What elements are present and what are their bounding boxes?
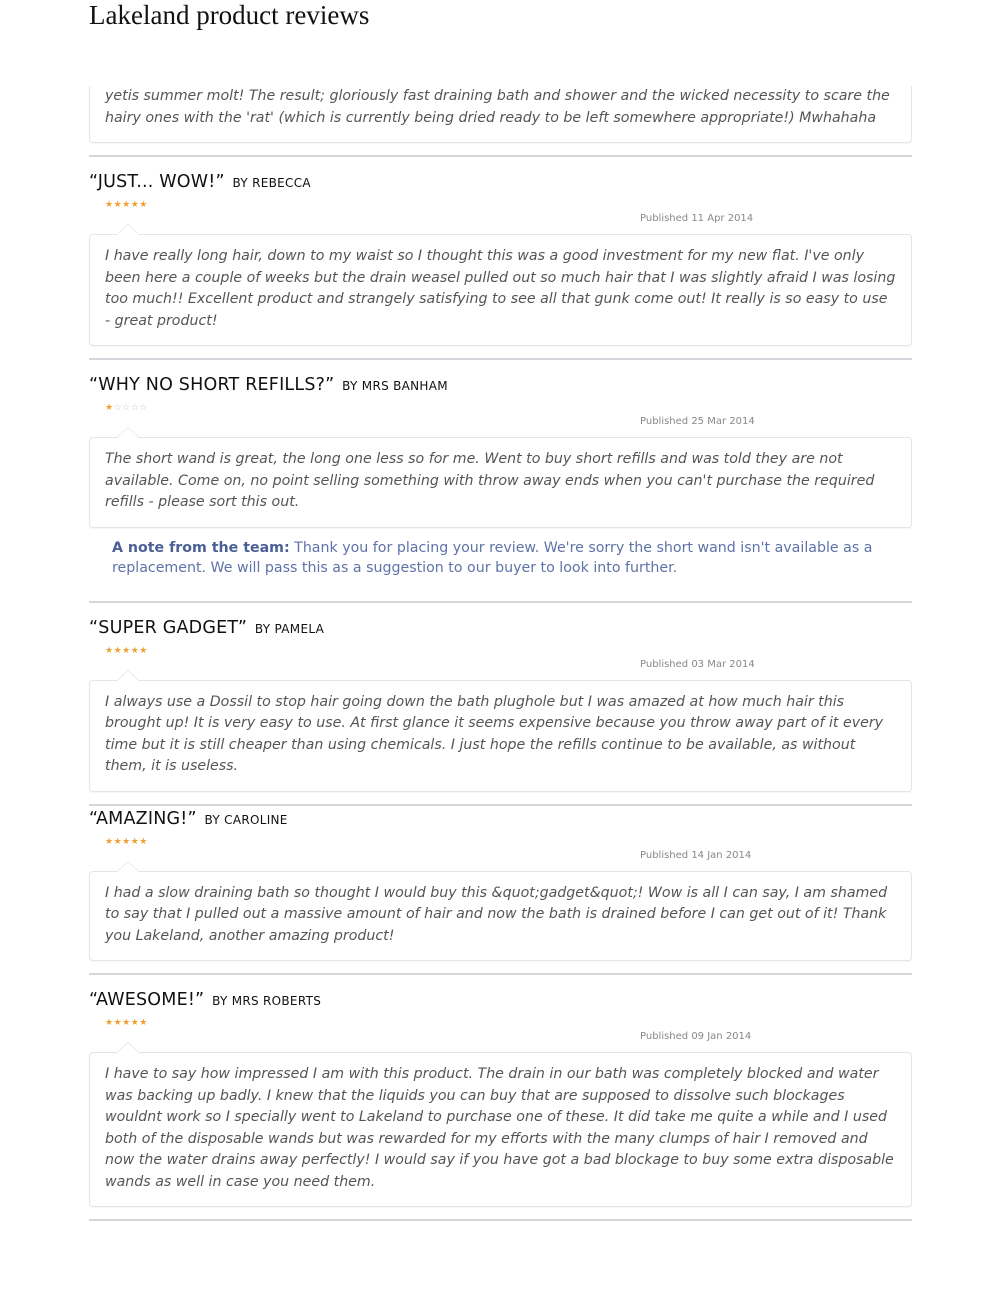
review-text: I had a slow draining bath so thought I would buy this &quot;gadget&quot;! Wow is all I can say, I am shamed to say that I pulled out a massive amount of hair and now the bath is drained before I can get out of it! Thank you Lakeland, another amazing product! — [89, 871, 912, 962]
review-author: BY REBECCA — [232, 176, 311, 190]
page-title: Lakeland product reviews — [89, 0, 370, 30]
review-text: I have to say how impressed I am with this product. The drain in our bath was completely blocked and water was backing up badly. I knew that the liquids you can buy that are supposed to dissolve such blockages wouldnt work so I specially went to Lakeland to purchase one of these. It did take me quite a while and I used both of the disposable wands but was rewarded for my efforts with the many clumps of hair I removed and now the water drains away perfectly! I would say if you have got a bad blockage to buy some extra disposable wands as well in case you need them. — [89, 1052, 912, 1207]
star-icon: ★★★★★ — [105, 836, 148, 847]
published-date: Published 09 Jan 2014 — [640, 1031, 752, 1042]
star-rating — [105, 837, 148, 847]
speech-notch — [116, 861, 140, 872]
review-meta — [89, 831, 912, 871]
star-rating — [105, 646, 148, 656]
divider — [89, 155, 912, 157]
review-author: BY MRS ROBERTS — [212, 994, 322, 1008]
review-item — [89, 989, 912, 1221]
divider — [89, 804, 912, 806]
review-title: “JUST... WOW!” — [89, 172, 225, 192]
review-item — [89, 617, 912, 806]
published-date: Published 11 Apr 2014 — [640, 213, 754, 224]
review-title: “WHY NO SHORT REFILLS?” — [89, 375, 335, 395]
divider — [89, 358, 912, 360]
review-title: “AMAZING!” — [89, 808, 197, 829]
star-icon: ★ — [105, 403, 114, 413]
review-meta — [89, 194, 912, 234]
review-item — [89, 808, 912, 976]
speech-notch — [116, 427, 140, 438]
star-rating — [105, 1018, 148, 1028]
star-icon: ★★★★★ — [105, 1018, 148, 1028]
speech-notch — [116, 224, 140, 235]
star-rating — [105, 403, 148, 413]
team-note-lead: A note from the team: — [112, 539, 290, 556]
star-icon: ★★★★★ — [105, 645, 148, 656]
review-text: I always use a Dossil to stop hair going down the bath plughole but I was amazed at how much hair this brought up! It is very easy to use. At first glance it seems expensive because you throw away part of it every time but it is still cheaper than using chemicals. I just hope the refills continue to be available, as without them, it is useless. — [89, 680, 912, 792]
published-date: Published 25 Mar 2014 — [640, 416, 755, 427]
speech-notch — [116, 1042, 140, 1053]
review-text-continued: yetis summer molt! The result; gloriously fast draining bath and shower and the wicked necessity to scare the hairy ones with the 'rat' (which is currently being dried ready to be left somewhere appropriate!) Mwhahaha — [89, 86, 912, 143]
review-heading — [89, 808, 912, 831]
team-note-text: Thank you for placing your review. We're sorry the short wand isn't available as a replacement. We will pass this as a suggestion to our buyer to look into further. — [112, 539, 873, 576]
review-heading — [89, 989, 912, 1012]
review-title: “SUPER GADGET” — [89, 617, 248, 638]
published-date: Published 03 Mar 2014 — [640, 658, 755, 670]
review-meta — [89, 640, 912, 680]
team-note — [89, 538, 912, 578]
review-author: BY PAMELA — [254, 621, 325, 636]
review-item — [89, 171, 912, 360]
review-heading — [89, 374, 912, 397]
review-heading — [89, 171, 912, 194]
review-author: BY CAROLINE — [204, 812, 288, 827]
review-meta — [89, 1012, 912, 1052]
review-item — [89, 374, 912, 603]
divider — [89, 1219, 912, 1221]
review-heading — [89, 617, 912, 640]
speech-notch — [116, 670, 140, 681]
divider — [89, 973, 912, 975]
reviews-list — [89, 86, 912, 1221]
review-text: I have really long hair, down to my waist so I thought this was a good investment for my new flat. I've only been here a couple of weeks but the drain weasel pulled out so much hair that I was slightly afraid I was losing too much!! Excellent product and strangely satisfying to see all that gunk come out! It really is so easy to use - great product! — [89, 234, 912, 346]
review-meta — [89, 397, 912, 437]
review-author: BY MRS BANHAM — [342, 379, 448, 393]
published-date: Published 14 Jan 2014 — [640, 849, 752, 861]
review-title: “AWESOME!” — [89, 990, 205, 1010]
star-icon: ★★★★★ — [105, 200, 148, 210]
star-empty-icon: ☆☆☆☆ — [113, 403, 148, 413]
star-rating — [105, 200, 148, 210]
divider — [89, 601, 912, 603]
review-text: The short wand is great, the long one less so for me. Went to buy short refills and was told they are not available. Come on, no point selling something with throw away ends when you can't purchase the required refills - please sort this out. — [89, 437, 912, 528]
